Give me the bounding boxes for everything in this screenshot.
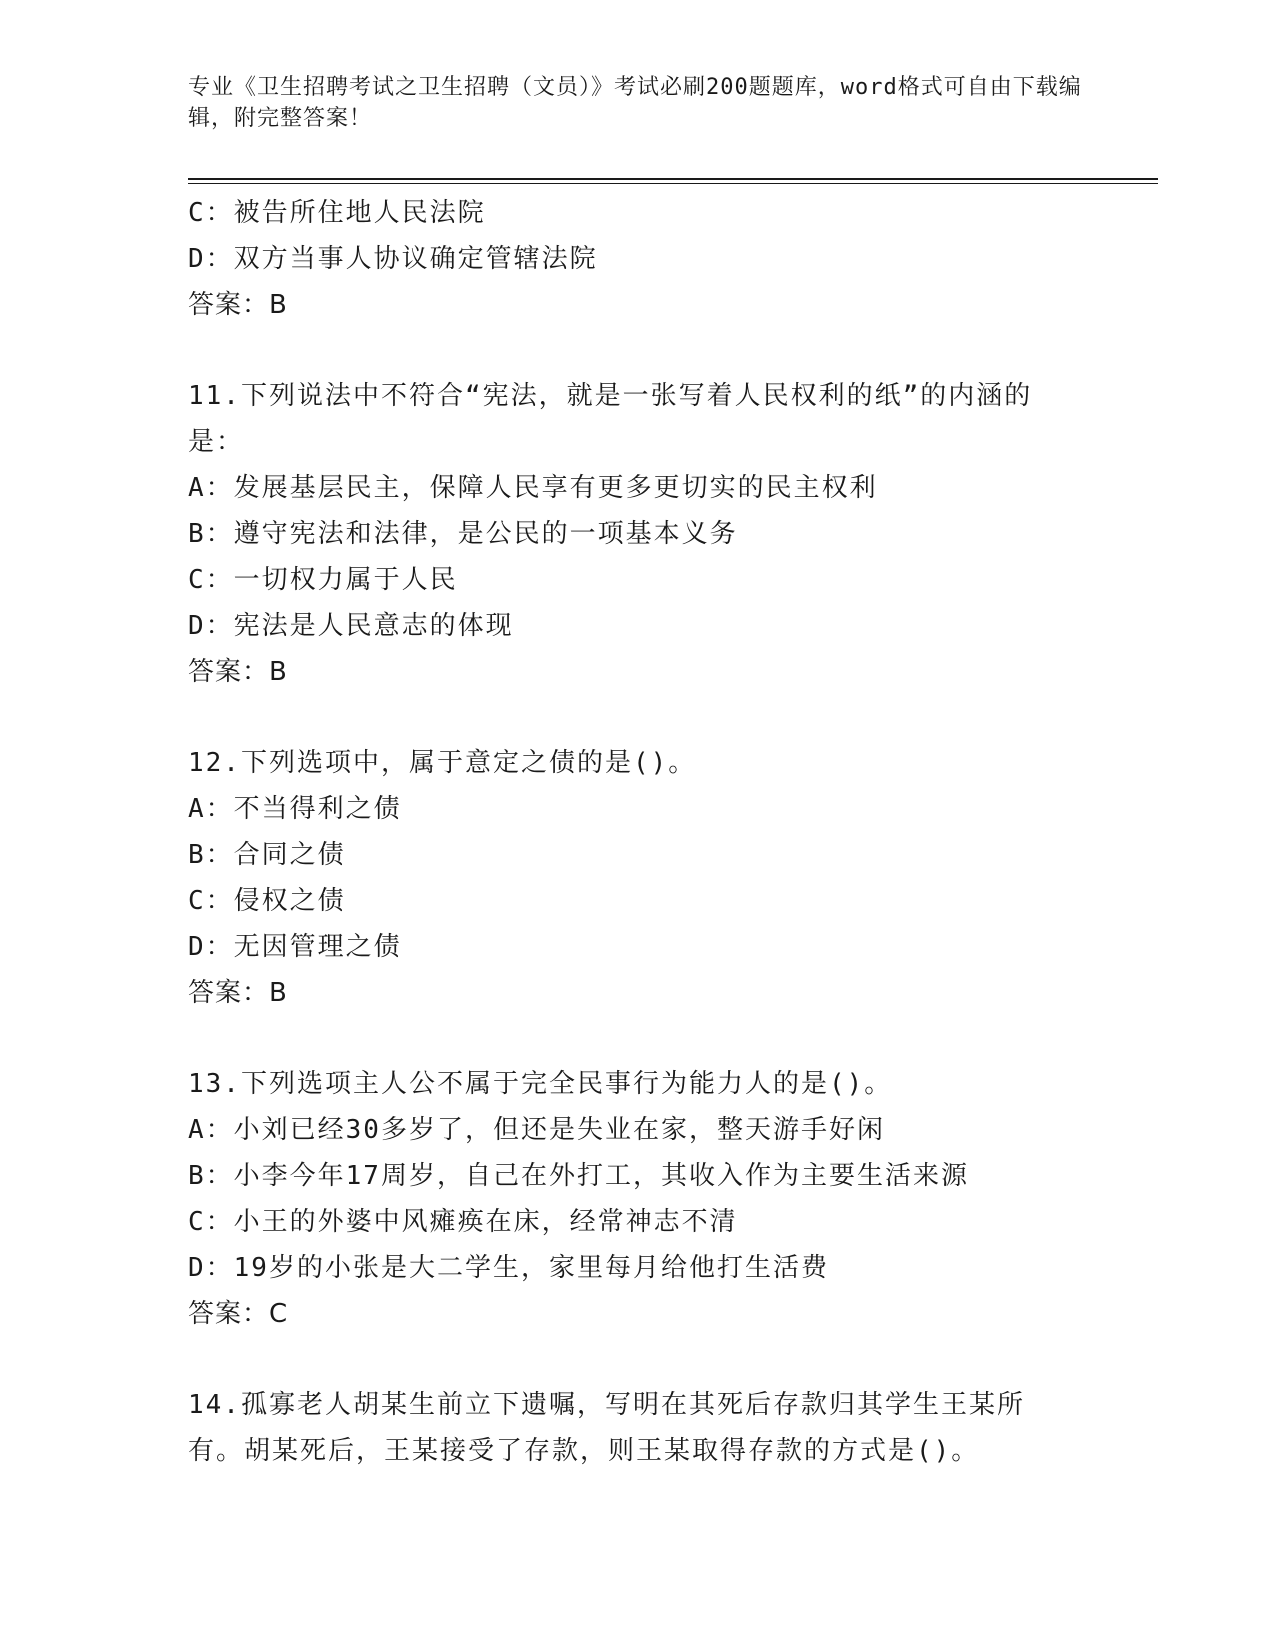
question-12	[188, 740, 1088, 1016]
spacer	[188, 328, 1088, 373]
header-divider-thin	[188, 183, 1158, 184]
option-b: B：遵守宪法和法律，是公民的一项基本义务	[188, 519, 738, 549]
document-header: 专业《卫生招聘考试之卫生招聘（文员）》考试必刷200题题库，word格式可自由下载编辑，附完整答案！	[188, 75, 1082, 131]
option-c: C：侵权之债	[188, 886, 346, 916]
question-stem: 13.下列选项主人公不属于完全民事行为能力人的是()。	[188, 1069, 893, 1099]
option-c: C：小王的外婆中风瘫痪在床，经常神志不清	[188, 1207, 738, 1237]
option-c: C：一切权力属于人民	[188, 565, 458, 595]
question-stem: 12.下列选项中，属于意定之债的是()。	[188, 748, 697, 778]
spacer	[188, 695, 1088, 740]
spacer	[188, 1337, 1088, 1382]
question-13	[188, 1061, 1088, 1337]
option-b: B：合同之债	[188, 840, 346, 870]
option-d: D：宪法是人民意志的体现	[188, 611, 514, 641]
option-d: D：19岁的小张是大二学生，家里每月给他打生活费	[188, 1253, 829, 1283]
option-b: B：小李今年17周岁，自己在外打工，其收入作为主要生活来源	[188, 1161, 969, 1191]
question-11	[188, 373, 1088, 695]
answer-line: 答案：B	[188, 978, 288, 1008]
option-d: D：双方当事人协议确定管辖法院	[188, 244, 598, 274]
header-divider-thick	[188, 178, 1158, 180]
question-stem: 11.下列说法中不符合“宪法，就是一张写着人民权利的纸”的内涵的是：	[188, 381, 1033, 457]
previous-question-tail	[188, 190, 1088, 328]
answer-line: 答案：C	[188, 1299, 289, 1329]
question-list	[188, 190, 1088, 1474]
answer-line: 答案：B	[188, 290, 288, 320]
answer-line: 答案：B	[188, 657, 288, 687]
option-a: A：发展基层民主，保障人民享有更多更切实的民主权利	[188, 473, 878, 503]
option-a: A：不当得利之债	[188, 794, 402, 824]
option-d: D：无因管理之债	[188, 932, 402, 962]
question-14	[188, 1382, 1088, 1474]
option-c: C：被告所住地人民法院	[188, 198, 486, 228]
option-a: A：小刘已经30多岁了，但还是失业在家，整天游手好闲	[188, 1115, 885, 1145]
question-stem: 14.孤寡老人胡某生前立下遗嘱，写明在其死后存款归其学生王某所有。胡某死后，王某接受了存款，则王某取得存款的方式是()。	[188, 1390, 1025, 1466]
spacer	[188, 1016, 1088, 1061]
